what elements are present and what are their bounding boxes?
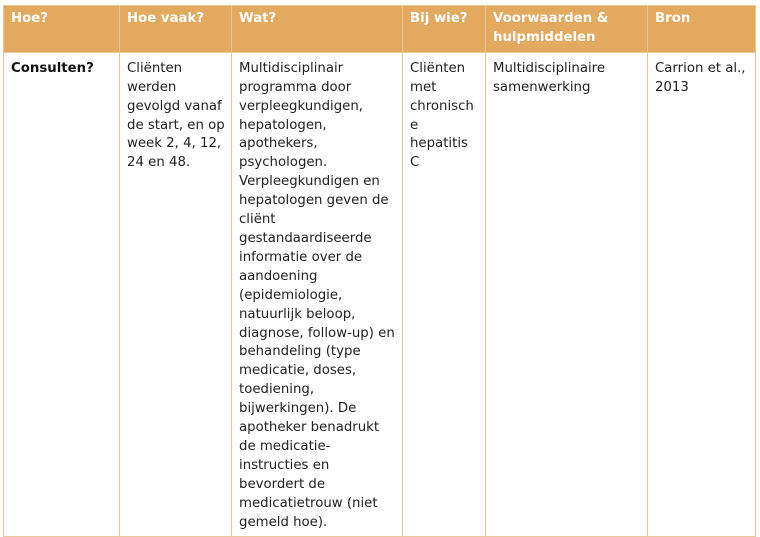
cell-hoe: Consulten? [4,52,120,537]
cell-bij-wie: Cliënten met chronische hepatitis C [403,52,486,537]
header-hoe-vaak: Hoe vaak? [120,6,232,53]
header-voorwaarden: Voorwaarden & hulpmiddelen [486,6,648,53]
cell-voorwaarden: Multidisciplinaire samenwerking [486,52,648,537]
header-bron: Bron [648,6,756,53]
cell-hoe-vaak: Cliënten werden gevolgd vanaf de start, en op week 2, 4, 12, 24 en 48. [120,52,232,537]
table-body [4,52,756,537]
cell-wat: Multidisciplinair programma door verpleegkundigen, hepatologen, apothekers, psychologen. Verpleegkundigen en hepatologen geven de cliënt gestandaardiseerde informatie over de aandoening (epidemiologie, natuurlijk beloop, diagnose, follow-up) en behandeling (type medicatie, doses, toediening, bijwerkingen). De apotheker benadrukt de medicatie-instructies en bevordert de medicatietrouw (niet gemeld hoe). [232,52,403,537]
intervention-table-container [3,5,755,537]
intervention-table [3,5,756,537]
header-hoe: Hoe? [4,6,120,53]
header-bij-wie: Bij wie? [403,6,486,53]
table-header [4,6,756,53]
table-row [4,52,756,537]
header-wat: Wat? [232,6,403,53]
cell-bron: Carrion et al., 2013 [648,52,756,537]
header-row [4,6,756,53]
